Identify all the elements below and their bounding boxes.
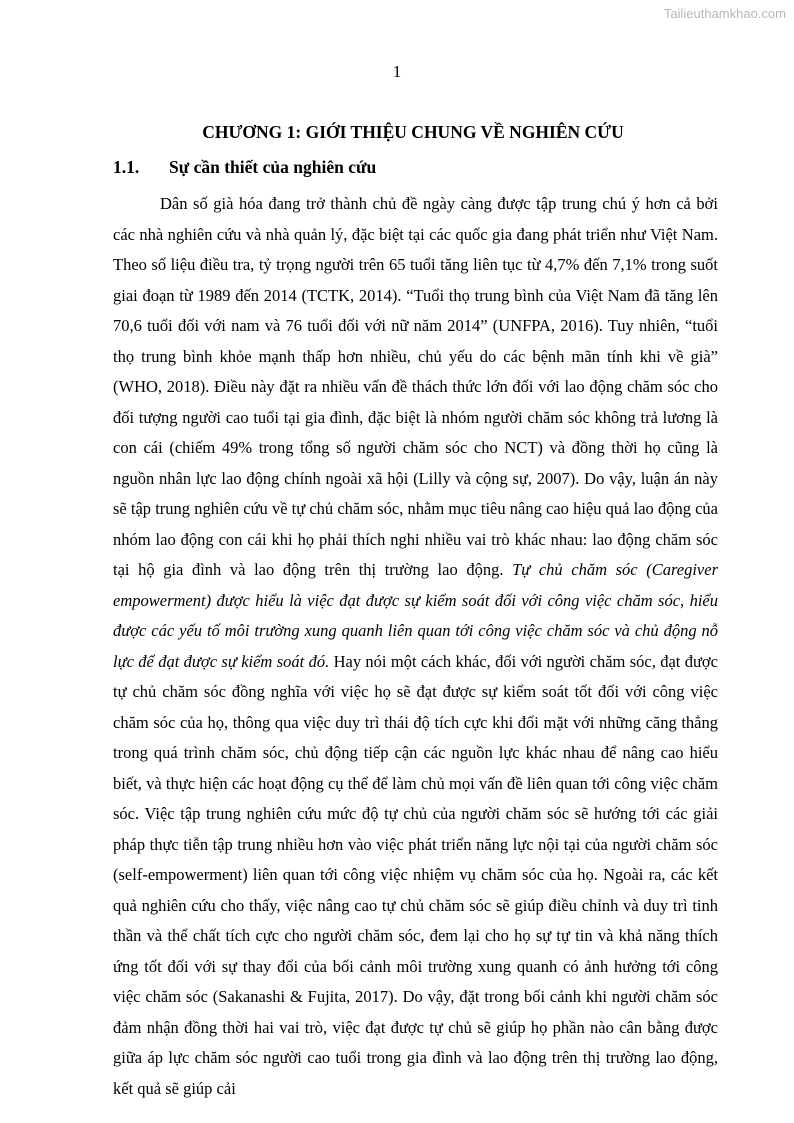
page-number: 1 bbox=[392, 62, 402, 81]
section-title: Sự cần thiết của nghiên cứu bbox=[169, 157, 377, 177]
section-number: 1.1. bbox=[113, 157, 140, 177]
paragraph-italic-definition: Tự chủ chăm sóc (Caregiver empowerment) được hiểu là việc đạt được sự kiểm soát đối với công việc chăm sóc, hiểu được các yếu tố môi trường xung quanh liên quan tới công việc chăm sóc và chủ động nỗ lực để đạt được sự kiểm soát đó. bbox=[113, 560, 718, 671]
section-heading bbox=[113, 157, 376, 178]
chapter-title: CHƯƠNG 1: GIỚI THIỆU CHUNG VỀ NGHIÊN CỨU bbox=[202, 122, 624, 142]
watermark: Tailieuthamkhao.com bbox=[663, 6, 786, 21]
paragraph-text-part1: Dân số già hóa đang trở thành chủ đề ngày càng được tập trung chú ý hơn cả bởi các nhà nghiên cứu và nhà quản lý, đặc biệt tại các quốc gia đang phát triển như Việt Nam. Theo số liệu điều tra, tỷ trọng người trên 65 tuổi tăng liên tục từ 4,7% đến 7,1% trong suốt giai đoạn từ 1989 đến 2014 (TCTK, 2014). “Tuổi thọ trung bình của Việt Nam đã tăng lên 70,6 tuổi đối với nam và 76 tuổi đối với nữ năm 2014” (UNFPA, 2016). Tuy nhiên, “tuổi thọ trung bình khỏe mạnh thấp hơn nhiều, chủ yếu do các bệnh mãn tính khi về già” (WHO, 2018). Điều này đặt ra nhiều vấn đề thách thức lớn đối với lao động chăm sóc cho đối tượng người cao tuổi tại gia đình, đặc biệt là nhóm người chăm sóc không trả lương là con cái (chiếm 49% trong tổng số người chăm sóc cho NCT) và đồng thời họ cũng là nguồn nhân lực lao động chính ngoài xã hội (Lilly và cộng sự, 2007). Do vậy, luận án này sẽ tập trung nghiên cứu về tự chủ chăm sóc, nhằm mục tiêu nâng cao hiệu quả lao động của nhóm lao động con cái khi họ phải thích nghi nhiều vai trò khác nhau: lao động chăm sóc tại hộ gia đình và lao động trên thị trường lao động. bbox=[113, 194, 718, 579]
paragraph-text-part2: Hay nói một cách khác, đối với người chăm sóc, đạt được tự chủ chăm sóc đồng nghĩa với việc họ sẽ đạt được sự kiểm soát tốt đối với công việc chăm sóc của họ, thông qua việc duy trì thái độ tích cực khi đối mặt với những căng thẳng trong quá trình chăm sóc, chủ động tiếp cận các nguồn lực khác nhau để nâng cao hiểu biết, và thực hiện các hoạt động cụ thể để làm chủ mọi vấn đề liên quan tới công việc chăm sóc. Việc tập trung nghiên cứu mức độ tự chủ của người chăm sóc sẽ hướng tới các giải pháp thực tiễn tập trung nhiều hơn vào việc phát triển năng lực nội tại của người chăm sóc (self-empowerment) liên quan tới công việc nhiệm vụ chăm sóc của họ. Ngoài ra, các kết quả nghiên cứu cho thấy, việc nâng cao tự chủ chăm sóc sẽ giúp điều chỉnh và duy trì tinh thần và thể chất tích cực cho người chăm sóc, đem lại cho họ sự tự tin và khả năng thích ứng tốt đối với sự thay đổi của bối cảnh môi trường xung quanh có ảnh hưởng tới công việc chăm sóc (Sakanashi & Fujita, 2017). Do vậy, đặt trong bối cảnh khi người chăm sóc đảm nhận đồng thời hai vai trò, việc đạt được tự chủ sẽ giúp họ phần nào cân bằng được giữa áp lực chăm sóc người cao tuổi trong gia đình và lao động trên thị trường lao động, kết quả sẽ giúp cải bbox=[113, 651, 718, 1098]
body-paragraph bbox=[113, 189, 718, 1104]
